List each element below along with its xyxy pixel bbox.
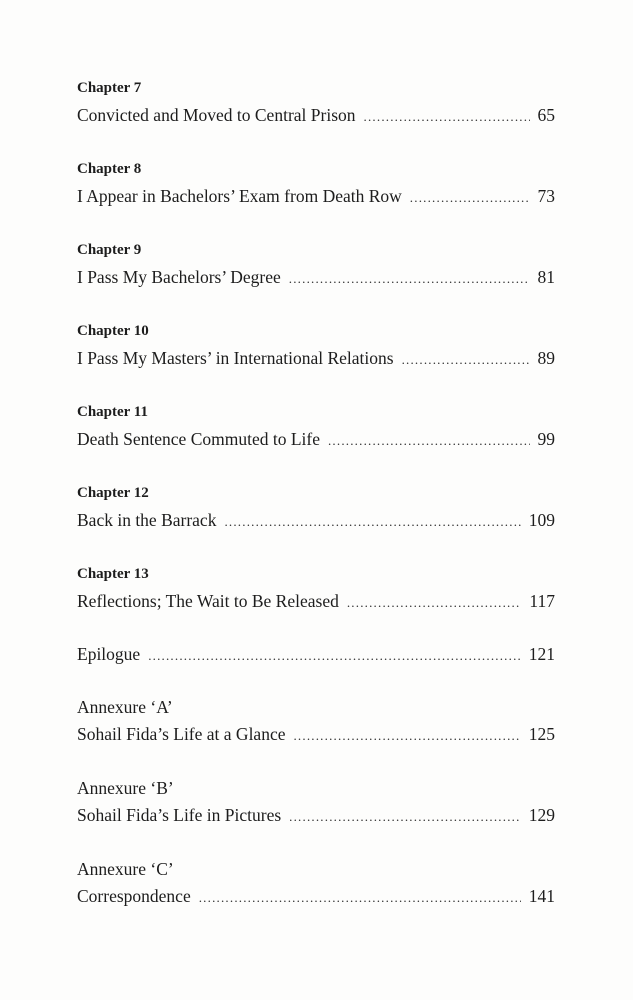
chapter-label: Chapter 12 xyxy=(77,485,149,501)
chapter-title: I Appear in Bachelors’ Exam from Death Row xyxy=(77,186,402,206)
page-number: 141 xyxy=(528,886,555,906)
page-number: 117 xyxy=(529,591,555,611)
toc-entry-chapter-13 xyxy=(77,564,555,613)
toc-entry-chapter-11 xyxy=(77,402,555,451)
toc-entry-chapter-12 xyxy=(77,483,555,532)
chapter-label: Chapter 10 xyxy=(77,323,149,339)
dot-leader xyxy=(148,644,521,668)
toc-entry-chapter-8 xyxy=(77,159,555,208)
page-number: 81 xyxy=(537,267,555,287)
toc-entry-chapter-9 xyxy=(77,240,555,289)
dot-leader xyxy=(347,591,522,615)
chapter-label: Chapter 7 xyxy=(77,80,142,96)
page-number: 121 xyxy=(528,644,555,664)
chapter-title: Convicted and Moved to Central Prison xyxy=(77,105,356,125)
chapter-title: Back in the Barrack xyxy=(77,510,217,530)
chapter-title: I Pass My Masters’ in International Relations xyxy=(77,348,394,368)
toc-line xyxy=(77,589,555,613)
chapter-label: Chapter 8 xyxy=(77,161,142,177)
chapter-title: Death Sentence Commuted to Life xyxy=(77,429,320,449)
dot-leader xyxy=(364,105,530,129)
chapter-label: Chapter 13 xyxy=(77,566,149,582)
toc-line xyxy=(77,803,555,827)
toc-line xyxy=(77,884,555,908)
toc-line xyxy=(77,722,555,746)
dot-leader xyxy=(199,886,521,910)
section-title: Correspondence xyxy=(77,886,191,906)
chapter-label: Chapter 11 xyxy=(77,404,148,420)
section-title: Sohail Fida’s Life in Pictures xyxy=(77,805,282,825)
toc-line xyxy=(77,103,555,127)
dot-leader xyxy=(224,510,520,534)
toc-line xyxy=(77,642,555,666)
toc-line xyxy=(77,508,555,532)
dot-leader xyxy=(402,348,530,372)
annexure-label: Annexure ‘B’ xyxy=(77,778,174,798)
section-title: Epilogue xyxy=(77,644,141,664)
toc-line xyxy=(77,346,555,370)
page-number: 65 xyxy=(537,105,555,125)
annexure-label: Annexure ‘A’ xyxy=(77,697,173,717)
page-number: 109 xyxy=(528,510,555,530)
dot-leader xyxy=(328,429,530,453)
page-number: 125 xyxy=(528,724,555,744)
toc-entry-annexure-a xyxy=(77,696,555,746)
page-number: 73 xyxy=(537,186,555,206)
chapter-title: I Pass My Bachelors’ Degree xyxy=(77,267,281,287)
toc-entry-annexure-b xyxy=(77,777,555,827)
dot-leader xyxy=(289,805,521,829)
toc-line xyxy=(77,184,555,208)
toc-entry-chapter-7 xyxy=(77,78,555,127)
page-number: 129 xyxy=(528,805,555,825)
page-number: 89 xyxy=(537,348,555,368)
toc-entry-annexure-c xyxy=(77,858,555,908)
dot-leader xyxy=(289,267,530,291)
annexure-label: Annexure ‘C’ xyxy=(77,859,174,879)
dot-leader xyxy=(410,186,530,210)
toc-entry-chapter-10 xyxy=(77,321,555,370)
dot-leader xyxy=(293,724,520,748)
chapter-title: Reflections; The Wait to Be Released xyxy=(77,591,339,611)
chapter-label: Chapter 9 xyxy=(77,242,142,258)
toc-line xyxy=(77,265,555,289)
toc-line xyxy=(77,427,555,451)
page-number: 99 xyxy=(537,429,555,449)
toc-entry-epilogue xyxy=(77,642,555,666)
section-title: Sohail Fida’s Life at a Glance xyxy=(77,724,286,744)
